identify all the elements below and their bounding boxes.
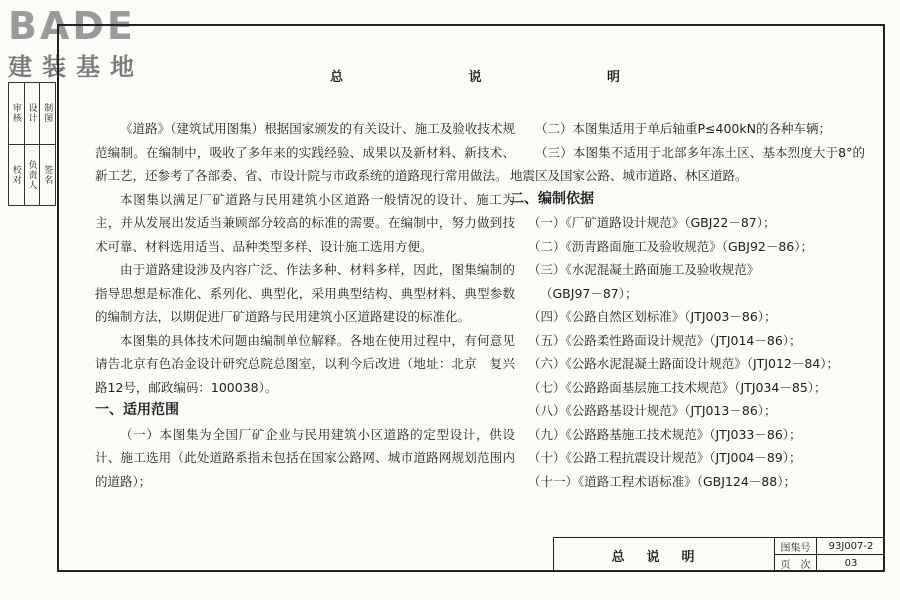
sidebar-cell: 审核: [9, 83, 24, 145]
paragraph: （二）本图集适用于单后轴重P≤400kN的各种车辆；: [535, 121, 831, 136]
atlas-number-value: 93J007-2: [817, 538, 885, 555]
section-heading: 一、适用范围: [95, 402, 179, 418]
approval-sidebar: [8, 82, 56, 206]
right-column: [510, 117, 865, 493]
list-item: （八）《公路路基设计规范》（JTJ013－86）；: [528, 403, 777, 418]
logo-latin-text: BADE: [8, 4, 136, 48]
paragraph: （三）本图集不适用于北部多年冻土区、基本烈度大于8°的地震区及国家公路、城市道路、林区道路。: [510, 144, 865, 183]
paragraph: 本图集以满足厂矿道路与民用建筑小区道路一般情况的设计、施工为主，并从发展出发适当兼顾部分较高的标准的需要。在编制中，努力做到技术可靠、材料选用适当、品种类型多样、设计施工选用方便。: [95, 191, 515, 254]
title-char: 总: [330, 70, 344, 85]
page-title: [330, 66, 620, 85]
left-column: [95, 117, 515, 493]
title-block: [553, 537, 885, 572]
paragraph: 由于道路建设涉及内容广泛、作法多种、材料多样，因此，图集编制的指导思想是标准化、系列化、典型化，采用典型结构、典型材料、典型参数的编制方法，以期促进厂矿道路与民用建筑小区道路建设的标准化。: [95, 262, 515, 324]
sidebar-cell: 制图: [40, 83, 55, 145]
sidebar-column: [25, 83, 41, 205]
list-item: （四）《公路自然区划标准》（JTJ003－86）；: [528, 309, 777, 324]
list-item: （六）《公路水泥混凝土路面设计规范》（JTJ012－84）；: [528, 356, 840, 371]
list-item: （七）《公路路面基层施工技术规范》（JTJ034－85）；: [528, 379, 827, 395]
title-block-grid: [775, 538, 885, 572]
section-heading: 二、编制依据: [510, 190, 594, 207]
list-item: （十一）《道路工程术语标准》（GBJ124－88）；: [528, 473, 796, 489]
sidebar-column: [40, 83, 55, 205]
list-item: （九）《公路路基施工技术规范》（JTJ033－86）；: [528, 426, 802, 442]
logo-chinese-text: 建装基地: [8, 53, 144, 81]
page-number-label: 页 次: [775, 555, 817, 572]
title-block-title: 总说明: [554, 538, 775, 572]
title-char: 明: [606, 70, 620, 85]
list-item: （一）《厂矿道路设计规范》（GBJ22－87）；: [528, 215, 776, 230]
sidebar-cell: 负责人: [26, 159, 37, 190]
paragraph: 本图集的具体技术问题由编制单位解释。各地在使用过程中，有何意见请告北京有色冶金设计研究总院总图室，以利今后改进（地址：北京 复兴路12号，邮政编码：100038）。: [95, 332, 515, 395]
list-item-continuation: （GBJ97－87）；: [540, 285, 638, 301]
sidebar-column: [9, 83, 25, 205]
title-char: 说: [468, 70, 482, 85]
paragraph: （一）本图集为全国厂矿企业与民用建筑小区道路的定型设计，供设计、施工选用（此处道路系指未包括在国家公路网、城市道路网规划范围内的道路）；: [95, 426, 515, 489]
list-item: （十）《公路工程抗震设计规范》（JTJ004－89）；: [528, 450, 802, 465]
paragraph: 《道路》（建筑试用图集）根据国家颁发的有关设计、施工及验收技术规范编制。在编制中，吸收了多年来的实践经验、成果以及新材料、新技术、新工艺，还参考了各部委、省、市设计院与市政系统的道路现行常用做法。: [95, 121, 515, 183]
list-item: （二）《沥青路面施工及验收规范》（GBJ92－86）；: [528, 238, 814, 254]
sidebar-cell: 设计: [25, 83, 40, 145]
sidebar-cell: 签名: [42, 164, 53, 185]
list-item: （三）《水泥混凝土路面施工及验收规范》: [528, 262, 760, 277]
page-number-value: 03: [844, 558, 858, 569]
list-item: （五）《公路柔性路面设计规范》（JTJ014－86）；: [528, 332, 802, 348]
sidebar-cell: 校对: [10, 164, 21, 185]
atlas-number-label: 图集号: [775, 538, 817, 555]
